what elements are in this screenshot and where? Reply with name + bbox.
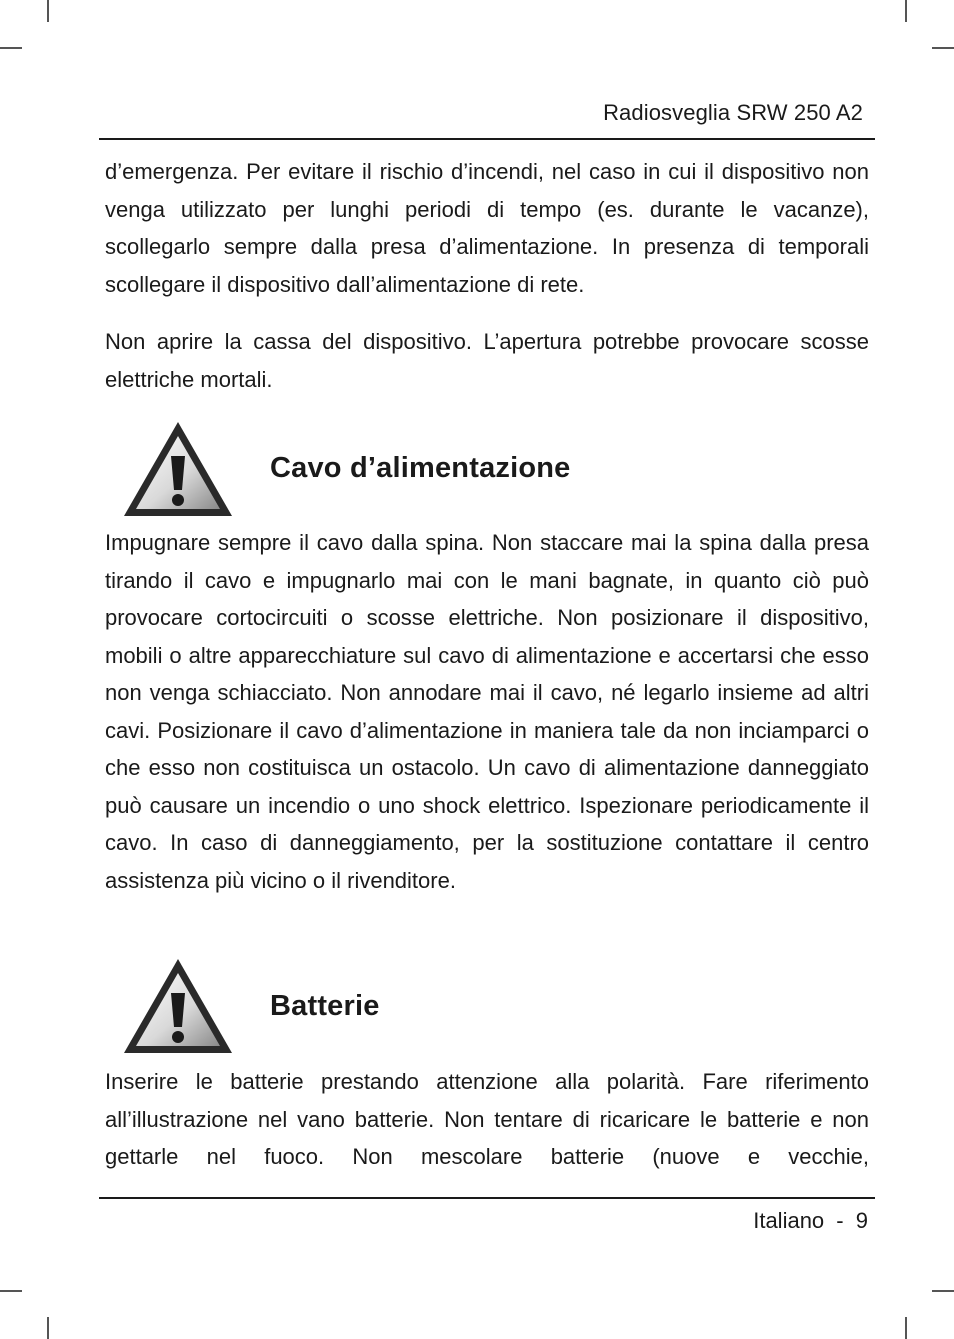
crop-mark bbox=[0, 1290, 22, 1292]
warning-triangle-icon bbox=[122, 420, 234, 518]
paragraph-emergency: d’emergenza. Per evitare il rischio d’incendi, nel caso in cui il dispositivo non venga utilizzato per lunghi periodi di tempo (es. durante le vacanze), scollegarlo sempre dalla presa d’alimentazione. In presenza di temporali scollegare il dispositivo dall’alimentazione di rete. bbox=[105, 159, 869, 297]
paragraph-batteries: Inserire le batterie prestando attenzione alla polarità. Fare riferimento all’illustrazione nel vano batterie. Non tentare di ricaricare le batterie e non gettarle nel fuoco. Non mescolare batterie (nuove e vecchie, bbox=[105, 1069, 869, 1169]
crop-mark bbox=[932, 1290, 954, 1292]
paragraph-power-cord: Impugnare sempre il cavo dalla spina. Non staccare mai la spina dalla presa tirando il cavo e impugnarlo mai con le mani bagnate, in quanto ciò può provocare cortocircuiti o scosse elettriche. Non posizionare il dispositivo, mobili o altre apparecchiature sul cavo di alimentazione e accertarsi che esso non venga schiacciato. Non annodare mai il cavo, né legarlo insieme ad altri cavi. Posizionare il cavo d’alimentazione in maniera tale da non inciamparci o che esso non costituisca un ostacolo. Un cavo di alimentazione danneggiato può causare un incendio o uno shock elettrico. Ispezionare periodicamente il cavo. In caso di danneggiamento, per la sostituzione contattare il centro assistenza più vicino o il rivenditore. bbox=[105, 530, 869, 893]
crop-mark bbox=[47, 1317, 49, 1339]
warning-triangle-icon bbox=[122, 957, 234, 1055]
footer-language: Italiano bbox=[753, 1208, 825, 1233]
section-title-batteries: Batterie bbox=[270, 990, 380, 1022]
section-title-power-cord: Cavo d’alimentazione bbox=[270, 452, 571, 484]
footer-separator: - bbox=[836, 1208, 844, 1233]
crop-mark bbox=[905, 1317, 907, 1339]
running-header: Radiosveglia SRW 250 A2 bbox=[603, 100, 863, 125]
crop-mark bbox=[905, 0, 907, 22]
paragraph-housing: Non aprire la cassa del dispositivo. L’apertura potrebbe provocare scosse elettriche mortali. bbox=[105, 329, 869, 392]
header-rule bbox=[99, 138, 875, 140]
page-number: 9 bbox=[855, 1208, 868, 1233]
page-footer bbox=[753, 1208, 868, 1234]
crop-mark bbox=[47, 0, 49, 22]
footer-rule bbox=[99, 1197, 875, 1199]
crop-mark bbox=[0, 47, 22, 49]
crop-mark bbox=[932, 47, 954, 49]
